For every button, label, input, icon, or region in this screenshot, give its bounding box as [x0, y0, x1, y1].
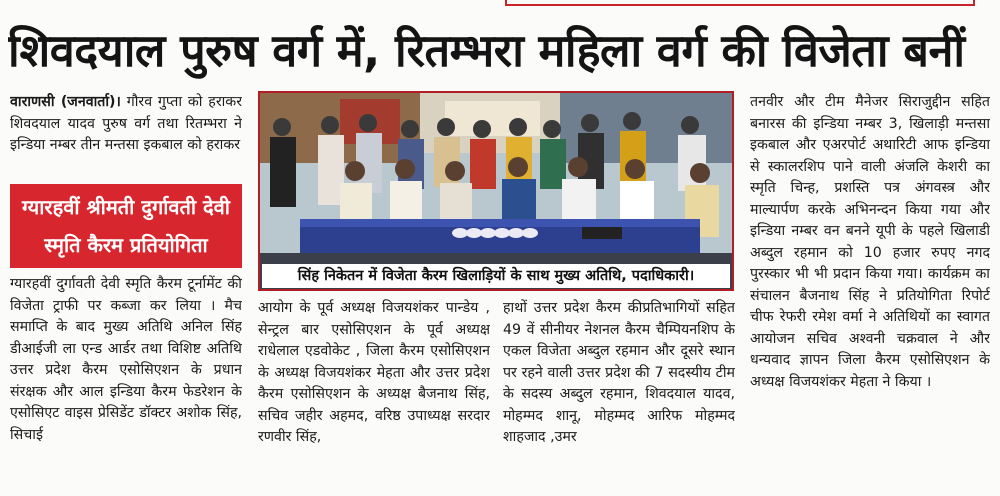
column-1-intro: [10, 92, 242, 178]
column-3: [503, 298, 735, 488]
column-3-text: हाथों उत्तर प्रदेश कैरम कीप्रतिभागियों सहित 49 वें सीनीयर नेशनल कैरम चैम्पियनशिप के एकल विजेता अब्दुल रहमान और दूसरे स्थान पर रहने वाली उत्तर प्रदेश की 7 सदस्यीय टीम के सदस्य अब्दुल रहमान, शिवदयाल यादव, मोहम्मद शानू, मोहम्मद आरिफ मोहम्मद शाहजाद ,उमर: [503, 300, 735, 445]
sub-heading: ग्यारहवीं श्रीमती दुर्गावती देवी स्मृति कैरम प्रतियोगिता: [22, 195, 230, 257]
top-border-line: [505, 0, 975, 6]
headline: शिवदयाल पुरुष वर्ग में, रितम्भरा महिला वर्ग की विजेता बनीं: [8, 24, 965, 77]
dateline: वाराणसी (जनवार्ता)।: [10, 94, 121, 110]
column-1-text: ग्यारहवीं दुर्गावती देवी स्मृति कैरम टूर्नामेंट की विजेता ट्राफी पर कब्जा कर लिया । मैच समाप्ति के बाद मुख्य अतिथि अनिल सिंह डीआईजी ला एन्ड आर्डर तथा विशिष्ट अतिथि उत्तर प्रदेश कैरम एसोसिएशन के प्रधान संरक्षक और आल इन्डिया कैरम फेडरेशन के एसोसिएट वाइस प्रेसिडेंट डॉक्टर अशोक सिंह, सिचाई: [10, 276, 242, 443]
event-photo: [258, 91, 734, 291]
column-4: [750, 92, 990, 488]
sub-heading-box: [10, 184, 242, 268]
column-4-text: तनवीर और टीम मैनेजर सिराजुद्दीन सहित बनारस की इन्डिया नम्बर 3, खिलाड़ी मन्तसा इकबाल और एअरपोर्ट अथारिटी आफ इन्डिया से स्कालरशिप पाने वाली अंजलि केशरी का स्मृति चिन्ह, प्रशस्ति पत्र अंगवस्त्र और माल्यार्पण करके अभिनन्दन किया गया और इन्डिया नम्बर वन बनने यूपी के पहले खिलाडी अब्दुल रहमान को 10 हजार रुपए नगद पुरस्कार भी भी प्रदान किया गया। कार्यक्रम का संचालन बैजनाथ सिंह ने प्रतियोगिता रिपोर्ट चीफ रेफरी रमेश वर्मा ने अतिथियों का स्वागत आयोजन सचिव अश्वनी चक्रवाल ने और धन्यवाद ज्ञापन जिला कैरम एसोसिएशन के अध्यक्ष विजयशंकर मेहता ने किया ।: [750, 94, 990, 390]
column-2-text: आयोग के पूर्व अध्यक्ष विजयशंकर पान्डेय , सेन्ट्रल बार एसोसिएशन के पूर्व अध्यक्ष राधेलाल एडवोकेट , जिला कैरम एसोसिएशन के अध्यक्ष विजयशंकर मेहता और उत्तर प्रदेश कैरम एसोसिएशन के अध्यक्ष बैजनाथ सिंह, सचिव जहीर अहमद, वरिष्ठ उपाध्यक्ष सरदार रणवीर सिंह,: [258, 300, 490, 445]
column-2: [258, 298, 490, 488]
column-1-body: [10, 274, 242, 486]
intro-text: गौरव गुप्ता को हराकर शिवदयाल यादव पुरुष वर्ग तथा रितम्भरा ने इन्डिया नम्बर तीन मन्तसा इकबाल को हराकर: [10, 94, 242, 153]
photo-caption: सिंह निकेतन में विजेता कैरम खिलाड़ियों के साथ मुख्य अतिथि, पदाधिकारी।: [262, 264, 730, 288]
